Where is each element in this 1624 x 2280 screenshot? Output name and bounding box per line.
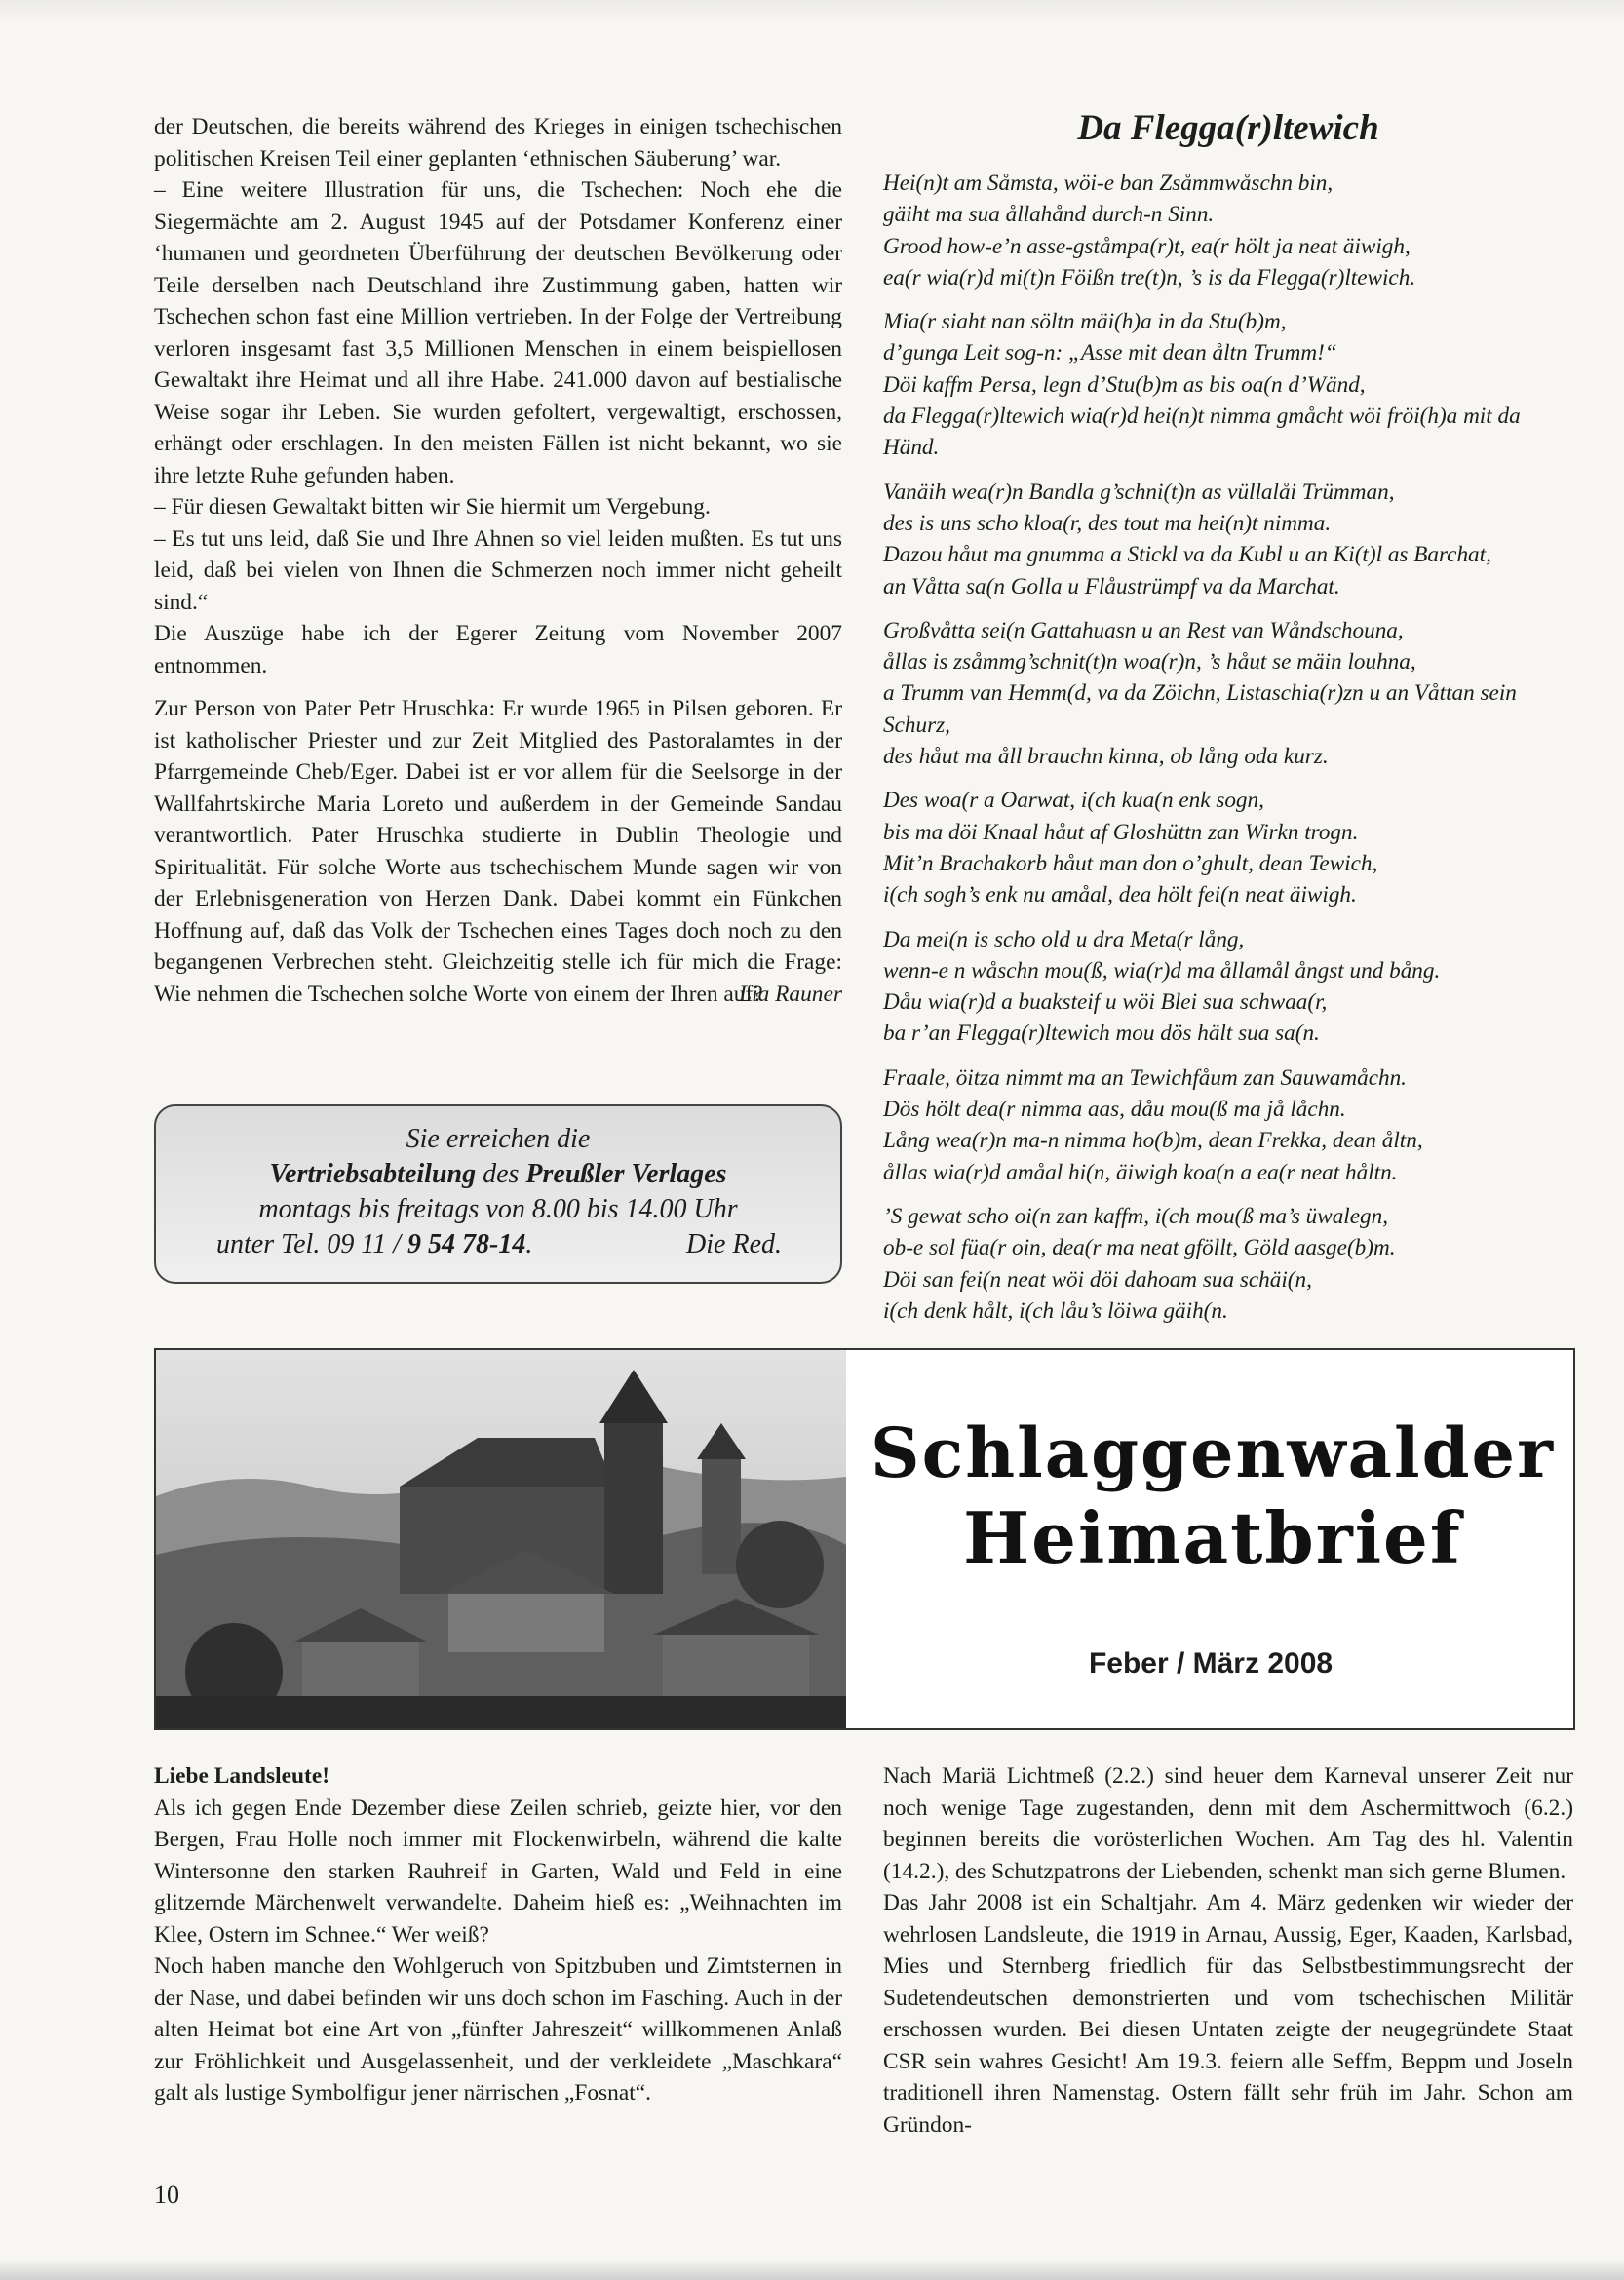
poem-title: Da Flegga(r)ltewich: [1077, 108, 1379, 148]
article-paragraph: – Eine weitere Illustration für uns, die Tschechen: Noch ehe die Siegermächte am 2. August 1945 auf der Potsdamer Konferenz einer ‘humanen und geordneten Überführung der deutschen Bevölkerung oder Teile derselben nach Deutschland ihre Zustimmung gaben, hatten wir Tschechen schon fast eine Million vertrieben. In der Folge der Vertreibung verloren insgesamt fast 3,5 Millionen Menschen in einem beispiellosen Gewaltakt ihre Heimat und all ihre Habe. 241.000 davon auf bestialische Weise sogar ihr Leben. Sie wurden gefoltert, vergewaltigt, erschossen, erhängt oder erschlagen. In den meisten Fällen ist nicht bekannt, wo sie ihre letzte Ruhe gefunden haben.: [154, 177, 842, 488]
poem-line: Grood how-e’n asse-gståmpa(r)t, ea(r hölt ja neat äiwigh,: [883, 233, 1411, 259]
poem-line: Dåu wia(r)d a buaksteif u wöi Blei sua schwaa(r,: [883, 989, 1328, 1016]
article-paragraph: – Für diesen Gewaltakt bitten wir Sie hiermit um Vergebung.: [154, 494, 711, 520]
poem-line: a Trumm van Hemm(d, va da Zöichn, Listaschia(r)zn u an Våttan sein Schurz,: [883, 680, 1517, 738]
issue-date: Feber / März 2008: [1088, 1647, 1334, 1680]
poem-line: Döi kaffm Persa, legn d’Stu(b)m as bis oa(n d’Wänd,: [883, 371, 1366, 398]
poem-line: an Våtta sa(n Golla u Flåustrümpf va da Marchat.: [883, 573, 1340, 599]
sales-department-notice: [154, 1104, 842, 1284]
poem-line: wenn-e n wåschn mou(ß, wia(r)d ma ållamål ångst und bång.: [883, 957, 1441, 984]
poem-stanza: [883, 924, 1577, 1050]
poem-line: gäiht ma sua ållahånd durch-n Sinn.: [883, 202, 1215, 228]
poem-stanza: [883, 306, 1577, 463]
masthead-subtitle: Heimatbrief: [963, 1496, 1462, 1579]
poem-stanza: [883, 1201, 1577, 1327]
notice-emphasis: Vertriebsabteilung: [269, 1159, 477, 1189]
poem-line: Dazou håut ma gnumma a Stickl va da Kubl u an Ki(t)l as Barchat,: [883, 542, 1491, 568]
poem-line: ållas is zsåmmg’schnit(t)n woa(r)n, ’s håut se mäin louhna,: [883, 649, 1416, 676]
poem-line: Döi san fei(n neat wöi döi dahoam sua schäi(n,: [883, 1266, 1312, 1293]
notice-line: montags bis freitags von 8.00 bis 14.00 Uhr: [258, 1194, 738, 1224]
notice-text: .: [525, 1229, 533, 1259]
poem-line: Fraale, öitza nimmt ma an Tewichfåum zan Sauwamåchn.: [883, 1064, 1407, 1091]
notice-line: [156, 1227, 840, 1262]
poem-line: i(ch sogh’s enk nu amåal, dea hölt fei(n neat äiwigh.: [883, 882, 1357, 908]
editorial-greeting: [154, 1760, 842, 1793]
notice-signature: Die Red.: [686, 1229, 782, 1259]
poem-line: d’gunga Leit sog-n: „Asse mit dean åltn Trumm!“: [883, 340, 1337, 367]
church-town-photo: [156, 1350, 846, 1728]
poem-line: Da mei(n is scho old u dra Meta(r lång,: [883, 926, 1245, 952]
poem-line: Mit’n Brachakorb håut man don o’ghult, dean Tewich,: [883, 850, 1378, 876]
poem-line: i(ch denk hålt, i(ch låu’s löiwa gäih(n.: [883, 1297, 1228, 1324]
poem-stanza: [883, 168, 1577, 293]
page-number: 10: [154, 2181, 179, 2209]
notice-text: unter Tel. 09 11 /: [216, 1229, 408, 1259]
poem-stanza: [883, 477, 1577, 602]
article-paragraph: – Es tut uns leid, daß Sie und Ihre Ahnen so viel leiden mußten. Es tut uns leid, daß bei vielen von Ihnen die Schmerzen noch immer nicht geheilt sind.“: [154, 525, 842, 615]
notice-line: Sie erreichen die: [406, 1124, 591, 1154]
notice-line: [156, 1157, 840, 1192]
notice-emphasis: Preußler Verlages: [525, 1159, 727, 1189]
poem-line: Hei(n)t am Såmsta, wöi-e ban Zsåmmwåschn bin,: [883, 171, 1334, 196]
article-paragraph: Zur Person von Pater Petr Hruschka: Er wurde 1965 in Pilsen geboren. Er ist katholischer Priester und zur Zeit Mitglied des Pastoralamtes in der Pfarrgemeinde Cheb/Eger. Dabei ist er vor allem für die Seelsorge in der Wallfahrtskirche Maria Loreto und außerdem in der Gemeinde Sandau verantwortlich. Pater Hruschka studierte in Dublin Theologie und Spiritualität. Für solche Worte aus tschechischem Munde sagen wir von der Erlebnisgeneration von Herzen Dank. Dabei kommt ein Fünkchen Hoffnung auf, daß das Volk der Tschechen eines Tages doch noch zu den begangenen Verbrechen steht. Gleichzeitig stelle ich für mich die Frage: Wie nehmen die Tschechen solche Worte von einem der Ihren auf?: [154, 696, 842, 1007]
masthead-title: Schlaggenwalder: [870, 1412, 1555, 1493]
article-paragraph: Die Auszüge habe ich der Egerer Zeitung vom November 2007 entnommen.: [154, 621, 842, 678]
poem-line: Mia(r siaht nan söltn mäi(h)a in da Stu(b)m,: [883, 309, 1287, 335]
scan-edge-bottom: [0, 2260, 1624, 2280]
article-paragraph: der Deutschen, die bereits während des Krieges in einigen tschechischen politischen Kreisen Teil einer geplanten ‘ethnischen Säuberung’ war.: [154, 114, 842, 172]
poem-line: des håut ma åll brauchn kinna, ob lång oda kurz.: [883, 744, 1329, 770]
poem-line: ea(r wia(r)d mi(t)n Föißn tre(t)n, ’s is da Flegga(r)ltewich.: [883, 264, 1416, 290]
editorial-right: [883, 1760, 1573, 2141]
scan-edge-top: [0, 0, 1624, 23]
editorial-paragraph: Als ich gegen Ende Dezember diese Zeilen schrieb, geizte hier, vor den Bergen, Frau Holle noch immer mit Flockenwirbeln, während die kalte Wintersonne den starken Rauhreif in Garten, Wald und Feld in eine glitzernde Märchenwelt verwandelte. Daheim hieß es: „Weihnachten im Klee, Ostern im Schnee.“ Wer weiß?: [154, 1795, 842, 1948]
poem-stanza: [883, 1063, 1577, 1188]
greeting-text: Liebe Landsleute!: [154, 1763, 329, 1789]
poem-line: da Flegga(r)ltewich wia(r)d hei(n)t nimma gmåcht wöi fröi(h)a mit da Händ.: [883, 404, 1521, 461]
poem-line: ba r’an Flegga(r)ltewich mou dös hält sua sa(n.: [883, 1021, 1320, 1047]
editorial-paragraph: Das Jahr 2008 ist ein Schaltjahr. Am 4. März gedenken wir wieder der wehrlosen Landsleute, die 1919 in Arnau, Aussig, Eger, Kaaden, Karlsbad, Mies und Sternberg friedlich für das Selbstbestimmungsrecht der Sudetendeutschen demonstrierten und vom tschechischen Militär erschossen wurden. Bei diesen Untaten zeigte der neugegründete Staat CSR sein wahres Gesicht! Am 19.3. feiern alle Seffm, Beppm und Joseln traditionell ihren Namenstag. Ostern fällt sehr früh im Jahr. Schon am Gründon-: [883, 1890, 1573, 2138]
poem-line: ’S gewat scho oi(n zan kaffm, i(ch mou(ß ma’s üwalegn,: [883, 1203, 1389, 1229]
editorial-paragraph: Nach Mariä Lichtmeß (2.2.) sind heuer dem Karneval unserer Zeit nur noch wenige Tage zugestanden, denn mit dem Aschermittwoch (6.2.) beginnen bereits die vorösterlichen Wochen. Am Tag des hl. Valentin (14.2.), des Schutzpatrons der Liebenden, schenkt man sich gerne Blumen.: [883, 1763, 1573, 1884]
poem-stanza: [883, 785, 1577, 910]
poem-line: Lång wea(r)n ma-n nimma ho(b)m, dean Frekka, dean åltn,: [883, 1128, 1423, 1154]
poem-line: Dös hölt dea(r nimma aas, dåu mou(ß ma jå låchn.: [883, 1097, 1346, 1123]
poem-line: Großvåtta sei(n Gattahuasn u an Rest van Wåndschouna,: [883, 617, 1404, 643]
left-column-article: [154, 111, 842, 1011]
poem-line: Vanäih wea(r)n Bandla g’schni(t)n as vüllalåi Trümman,: [883, 479, 1395, 505]
editorial-left: [154, 1760, 842, 2109]
editorial-paragraph: Noch haben manche den Wohlgeruch von Spitzbuben und Zimtsternen in der Nase, und dabei befinden wir uns doch schon im Fasching. Auch in der alten Heimat bot eine Art von „fünfter Jahreszeit“ willkommenen Anlaß zur Fröhlichkeit und Ausgelassenheit, und der verkleidete „Maschkara“ galt als lustige Symbolfigur jener närrischen „Fosnat“.: [154, 1953, 842, 2106]
poem-line: Des woa(r a Oarwat, i(ch kua(n enk sogn,: [883, 788, 1264, 814]
article-author: Lia Rauner: [739, 982, 842, 1007]
poem-line: des is uns scho kloa(r, des tout ma hei(n)t nimma.: [883, 510, 1332, 536]
poem-line: bis ma döi Knaal håut af Gloshüttn zan Wirkn trogn.: [883, 819, 1359, 845]
town-photo-icon: [156, 1350, 846, 1728]
notice-text: des: [476, 1159, 526, 1189]
poem-body: [883, 168, 1577, 1339]
poem-line: ob-e sol füa(r oin, dea(r ma neat gföllt, Göld aasge(b)m.: [883, 1235, 1396, 1261]
notice-phone: 9 54 78-14: [407, 1229, 526, 1259]
poem-line: ållas wia(r)d amåal hi(n, äiwigh koa(n a ea(r neat håltn.: [883, 1159, 1398, 1185]
poem-stanza: [883, 615, 1577, 772]
